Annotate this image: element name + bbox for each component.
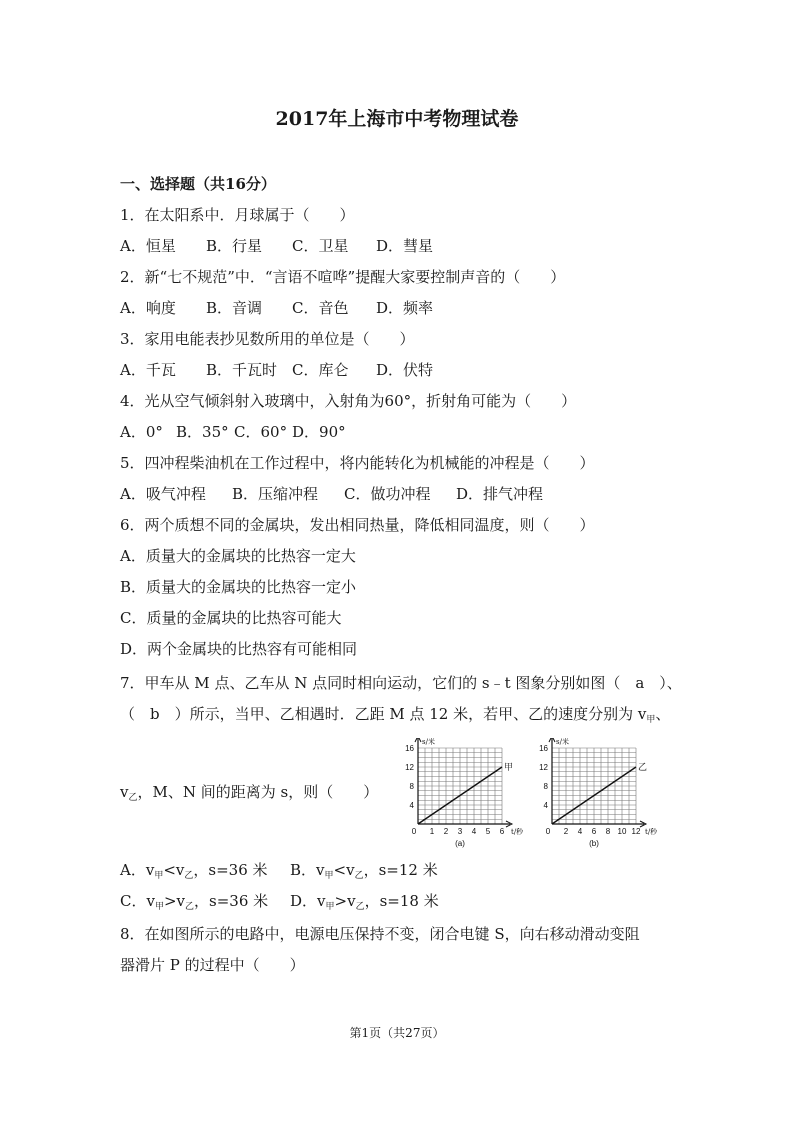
x-tick-label: 8 — [605, 827, 611, 836]
x-tick-label: 6 — [591, 827, 597, 836]
option-b: B．质量大的金属块的比热容一定小 — [120, 578, 357, 596]
y-tick-label: 16 — [405, 744, 414, 753]
option-d: D．彗星 — [376, 237, 434, 255]
st-graphs — [396, 738, 660, 850]
x-tick-label: 4 — [577, 827, 583, 836]
option-d: D．频率 — [376, 299, 434, 317]
option-c: C．库仑 — [292, 361, 349, 379]
y-axis-label: s/米 — [422, 738, 435, 746]
question-5-stem: 5．四冲程柴油机在工作过程中，将内能转化为机械能的冲程是（ ） — [120, 454, 595, 472]
option-b: B．压缩冲程 — [232, 485, 319, 503]
x-tick-label: 10 — [617, 827, 627, 836]
option-a: A．响度 — [120, 299, 176, 317]
y-tick-label: 8 — [543, 782, 548, 791]
graph-caption: (b) — [589, 839, 599, 848]
question-3-options — [120, 360, 433, 380]
x-tick-label: 12 — [631, 827, 641, 836]
option-b: B．音调 — [206, 299, 263, 317]
option-b: B．行星 — [206, 237, 263, 255]
option-a: A．吸气冲程 — [120, 485, 206, 503]
question-5-options — [120, 484, 543, 504]
option-b: B．$v_甲<v_乙$，s=12 米 — [290, 861, 438, 881]
option-a: A．0° — [120, 423, 163, 441]
x-tick-label: 6 — [499, 827, 505, 836]
question-2-options — [120, 298, 433, 318]
option-d: D．伏特 — [376, 361, 434, 379]
y-tick-label: 8 — [409, 782, 414, 791]
option-c: C．60° — [234, 423, 288, 441]
question-1-stem: 1．在太阳系中．月球属于（ ） — [120, 206, 355, 224]
x-tick-label: 5 — [485, 827, 491, 836]
page-footer: 第1页（共27页） — [349, 1026, 445, 1040]
page-title: 2017年上海市中考物理试卷 — [275, 108, 519, 130]
option-d: D．90° — [292, 423, 346, 441]
x-axis-label: t/秒 — [511, 828, 524, 836]
x-tick-label: 2 — [563, 827, 569, 836]
x-tick-label: 0 — [411, 827, 417, 836]
graph-caption: (a) — [455, 839, 465, 848]
option-c: C．卫星 — [292, 237, 349, 255]
option-a: A．千瓦 — [120, 361, 176, 379]
question-8-line-2: 器滑片 P 的过程中（ ） — [120, 956, 305, 974]
option-c: C．音色 — [292, 299, 349, 317]
option-c: C．质量的金属块的比热容可能大 — [120, 609, 342, 627]
option-c: C．$v_甲>v_乙$，s=36 米 — [120, 892, 269, 912]
y-tick-label: 16 — [539, 744, 548, 753]
question-7-options-cd — [120, 891, 439, 914]
y-axis-label: s/米 — [556, 738, 569, 746]
question-3-stem: 3．家用电能表抄见数所用的单位是（ ） — [120, 330, 415, 348]
y-tick-label: 4 — [543, 801, 548, 810]
option-d: D．$v_甲>v_乙$，s=18 米 — [290, 892, 439, 912]
option-c: C．做功冲程 — [344, 485, 431, 503]
option-d: D．排气冲程 — [456, 485, 544, 503]
option-b: B．35° — [176, 423, 229, 441]
x-tick-label: 0 — [545, 827, 551, 836]
option-d: D．两个金属块的比热容有可能相同 — [120, 640, 358, 658]
y-tick-label: 4 — [409, 801, 414, 810]
x-tick-label: 4 — [471, 827, 477, 836]
option-a: A．质量大的金属块的比热容一定大 — [120, 547, 356, 565]
question-1-options — [120, 236, 433, 256]
question-7-line-2: （ b ）所示，当甲、乙相遇时．乙距 M 点 12 米，若甲、乙的速度分别为 $v_甲$、 — [120, 705, 671, 725]
series-label: 甲 — [504, 763, 514, 773]
question-4-stem: 4．光从空气倾斜射入玻璃中，入射角为60°，折射角可能为（ ） — [120, 392, 577, 410]
question-6-stem: 6．两个质想不同的金属块，发出相同热量，降低相同温度，则（ ） — [120, 516, 595, 534]
option-a: A．恒星 — [120, 237, 176, 255]
y-tick-label: 12 — [405, 763, 414, 772]
question-7-line-1: 7．甲车从 M 点、乙车从 N 点同时相向运动，它们的 s﹣t 图象分别如图（ a ）、 — [120, 674, 682, 692]
question-8-line-1: 8．在如图所示的电路中，电源电压保持不变，闭合电键 S，向右移动滑动变阻 — [120, 925, 640, 943]
question-4-options — [120, 422, 346, 442]
x-tick-label: 3 — [457, 827, 463, 836]
x-axis-label: t/秒 — [645, 828, 658, 836]
option-b: B．千瓦时 — [206, 361, 278, 379]
question-2-stem: 2．新“七不规范”中．“言语不喧哗”提醒大家要控制声音的（ ） — [120, 268, 566, 286]
series-label: 乙 — [638, 763, 648, 773]
st-graph-b — [539, 738, 658, 848]
question-7-options-ab — [120, 860, 438, 883]
y-tick-label: 12 — [539, 763, 548, 772]
section-heading: 一、选择题（共16分） — [120, 175, 276, 193]
option-a: A．$v_甲<v_乙$，s=36 米 — [120, 861, 268, 881]
x-tick-label: 2 — [443, 827, 449, 836]
x-tick-label: 1 — [429, 827, 435, 836]
question-7-line-3: $v_乙$，M、N 间的距离为 s，则（ ） — [120, 783, 379, 803]
st-graph-a — [405, 738, 524, 848]
